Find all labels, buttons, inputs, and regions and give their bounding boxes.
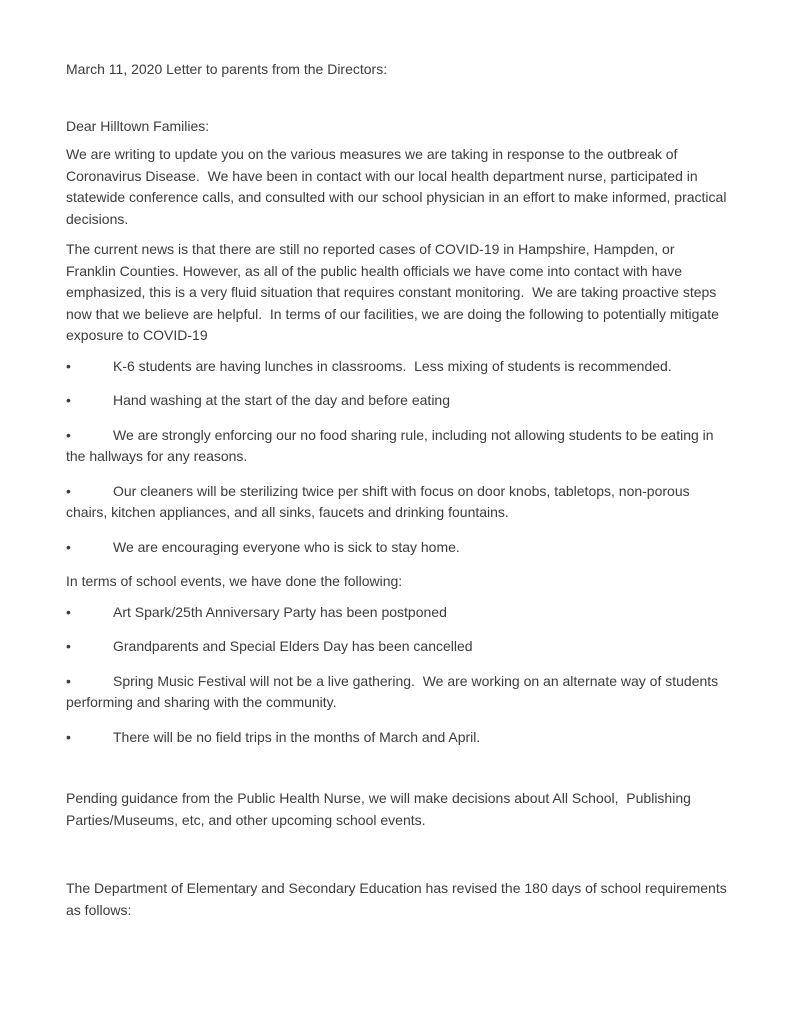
facility-bullet-2 [66,390,727,412]
bullet-marker: • [66,392,71,408]
intro-paragraph: We are writing to update you on the various measures we are taking in response to the outbreak of Coronavirus Disease. We have been in contact with our local health department nurse, participated in statewide conference calls, and consulted with our school physician in an effort to make informed, practical decisions. [66,146,731,227]
bullet-marker: • [66,482,71,499]
facility-bullet-5-text: We are encouraging everyone who is sick to stay home. [113,538,460,555]
event-bullet-1 [66,602,727,624]
facility-bullet-1 [66,356,727,378]
bullet-marker: • [66,638,71,654]
bullet-marker: • [66,357,71,374]
letter-title: March 11, 2020 Letter to parents from the Directors: [66,61,388,77]
facility-bullet-3 [66,425,727,468]
event-bullet-4-text: There will be no field trips in the months of March and April. [113,728,481,745]
event-bullet-4 [66,727,727,749]
pending-guidance-paragraph: Pending guidance from the Public Health Nurse, we will make decisions about All School, Publishing Parties/Museums, etc, and other upcoming school events. [66,790,695,828]
bullet-marker: • [66,538,71,555]
event-bullet-2 [66,636,727,658]
bullet-marker: • [66,426,71,443]
bullet-marker: • [66,728,71,745]
facility-bullet-4-text: Our cleaners will be sterilizing twice per shift with focus on door knobs, tabletops, non-porous chairs, kitchen appliances, and all sinks, faucets and drinking fountains. [66,482,694,520]
event-bullet-3-text: Spring Music Festival will not be a live gathering. We are working on an alternate way of students performing and sharing with the community. [66,672,723,710]
letter-salutation: Dear Hilltown Families: [66,117,210,134]
event-bullet-3 [66,671,727,714]
facility-bullet-5 [66,537,727,559]
event-bullet-2-text: Grandparents and Special Elders Day has been cancelled [113,638,473,654]
situation-paragraph: The current news is that there are still no reported cases of COVID-19 in Hampshire, Hampden, or Franklin Counties. However, as all of the public health officials we have come into contact with have emphasized, this is a very fluid situation that requires constant monitoring. We are taking proactive steps now that we believe are helpful. In terms of our facilities, we are doing the following to potentially mitigate exposure to COVID-19 [66,241,723,343]
facility-bullet-1-text: K-6 students are having lunches in classrooms. Less mixing of students is recommended. [113,357,672,374]
facility-bullet-2-text: Hand washing at the start of the day and before eating [113,392,451,408]
event-bullet-1-text: Art Spark/25th Anniversary Party has been postponed [113,603,447,620]
facility-bullet-3-text: We are strongly enforcing our no food sharing rule, including not allowing students to be eating in the hallways for any reasons. [66,426,718,464]
events-intro-paragraph: In terms of school events, we have done the following: [66,573,403,589]
bullet-marker: • [66,603,71,620]
dese-requirements-paragraph: The Department of Elementary and Secondary Education has revised the 180 days of school requirements as follows: [66,880,731,918]
bullet-marker: • [66,672,71,689]
facility-bullet-4 [66,481,727,524]
